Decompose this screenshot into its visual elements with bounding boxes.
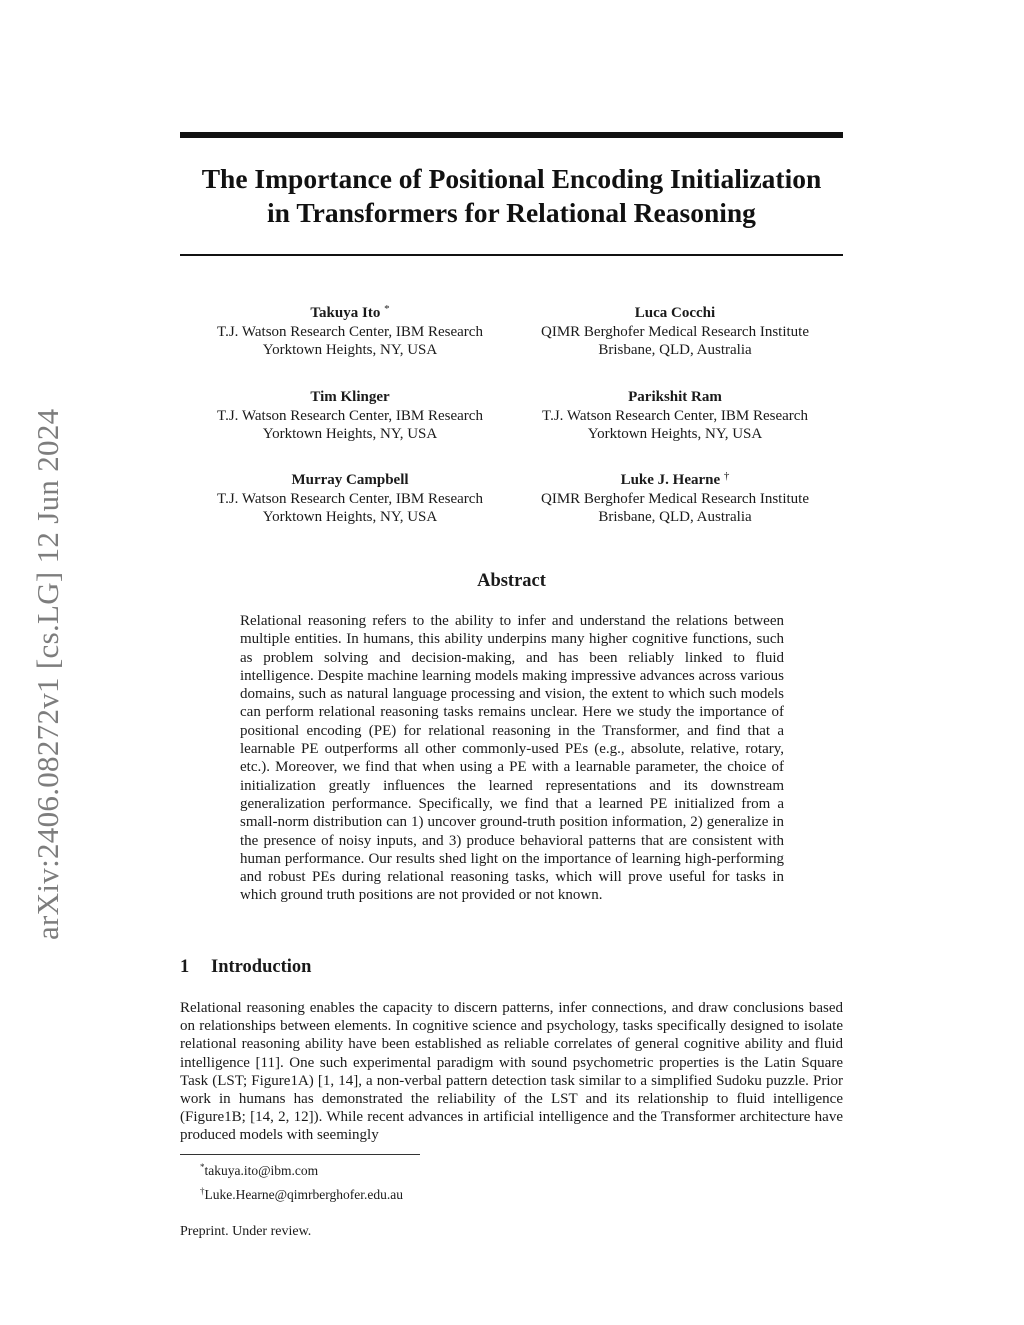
section-heading bbox=[180, 957, 843, 978]
section-title: Introduction bbox=[211, 957, 312, 977]
author-location: Yorktown Heights, NY, USA bbox=[262, 509, 438, 525]
author-name: Takuya Ito * bbox=[310, 303, 390, 321]
author-entry bbox=[505, 300, 845, 360]
author-entry bbox=[505, 384, 845, 444]
author-name: Luca Cocchi bbox=[634, 305, 716, 321]
author-location: Brisbane, QLD, Australia bbox=[598, 342, 752, 358]
author-affiliation: T.J. Watson Research Center, IBM Research bbox=[217, 407, 483, 424]
preprint-note: Preprint. Under review. bbox=[180, 1224, 312, 1239]
author-affiliation: T.J. Watson Research Center, IBM Research bbox=[542, 407, 808, 424]
title-top-rule bbox=[180, 132, 843, 138]
footnote-rule bbox=[180, 1154, 420, 1155]
author-name: Luke J. Hearne † bbox=[620, 470, 730, 488]
paper-title bbox=[180, 162, 843, 230]
author-location: Yorktown Heights, NY, USA bbox=[262, 426, 438, 442]
introduction-text: Relational reasoning enables the capacity to discern patterns, infer connections, and draw conclusions based on relationships between elements. In cognitive science and psychology, tasks specifically designed to isolate relational reasoning ability have been established as reliable correlates of general cognitive ability and fluid intelligence [11]. One such experimental paradigm with sound psychometric properties is the Latin Square Task (LST; Figure1A) [1, 14], a non-verbal pattern detection task similar to a simplified Sudoku puzzle. Prior work in humans has demonstrated the reliability of the LST and its relationship to fluid intelligence (Figure1B; [14, 2, 12]). While recent advances in artificial intelligence and the Transformer architecture have produced models with seemingly bbox=[180, 1000, 843, 1144]
author-location: Yorktown Heights, NY, USA bbox=[587, 426, 763, 442]
author-entry bbox=[180, 467, 520, 527]
author-affiliation: T.J. Watson Research Center, IBM Research bbox=[217, 323, 483, 340]
author-name: Tim Klinger bbox=[310, 389, 390, 405]
section-number: 1 bbox=[180, 957, 190, 977]
footnote-email[interactable]: takuya.ito@ibm.com bbox=[204, 1163, 319, 1178]
footnote: *takuya.ito@ibm.com bbox=[200, 1162, 319, 1178]
footnotes bbox=[200, 1157, 820, 1205]
author-entry bbox=[505, 467, 845, 527]
title-bottom-rule bbox=[180, 254, 843, 256]
footnote: †Luke.Hearne@qimrberghofer.edu.au bbox=[200, 1186, 403, 1202]
abstract-heading: Abstract bbox=[477, 571, 546, 591]
footnote-email[interactable]: Luke.Hearne@qimrberghofer.edu.au bbox=[204, 1187, 403, 1202]
author-location: Yorktown Heights, NY, USA bbox=[262, 342, 438, 358]
title-line-2: in Transformers for Relational Reasoning bbox=[267, 197, 756, 228]
author-affiliation: QIMR Berghofer Medical Research Institute bbox=[541, 323, 809, 340]
title-line-1: The Importance of Positional Encoding Initialization bbox=[201, 163, 822, 194]
author-location: Brisbane, QLD, Australia bbox=[598, 509, 752, 525]
author-entry bbox=[180, 300, 520, 360]
author-entry bbox=[180, 384, 520, 444]
author-affiliation: T.J. Watson Research Center, IBM Research bbox=[217, 490, 483, 507]
author-affiliation: QIMR Berghofer Medical Research Institute bbox=[541, 490, 809, 507]
author-name: Murray Campbell bbox=[291, 472, 409, 488]
author-name: Parikshit Ram bbox=[628, 389, 722, 405]
abstract-text: Relational reasoning refers to the ability to infer and understand the relations between multiple entities. In humans, this ability underpins many higher cognitive functions, such as problem solving and decision-making, and has been reliably linked to fluid intelligence. Despite machine learning models making impressive advances across various domains, such as natural language processing and vision, the extent to which such models can perform relational reasoning tasks remains unclear. Here we study the importance of positional encoding (PE) for relational reasoning in the Transformer, and find that a learnable PE outperforms all other commonly-used PEs (e.g., absolute, relative, rotary, etc.). Moreover, we find that when using a PE with a learnable parameter, the choice of initialization greatly influences the learned representations and its downstream generalization performance. Specifically, we find that a learned PE initialized from a small-norm distribution can 1) uncover ground-truth position information, 2) generalize in the presence of noisy inputs, and 3) produce behavioral patterns that are consistent with human performance. Our results shed light on the importance of learning high-performing and robust PEs during relational reasoning tasks, which will prove useful for tasks in which ground truth positions are not provided or not known. bbox=[240, 613, 784, 904]
arxiv-side-stamp: arXiv:2406.08272v1 [cs.LG] 12 Jun 2024 bbox=[30, 408, 65, 940]
